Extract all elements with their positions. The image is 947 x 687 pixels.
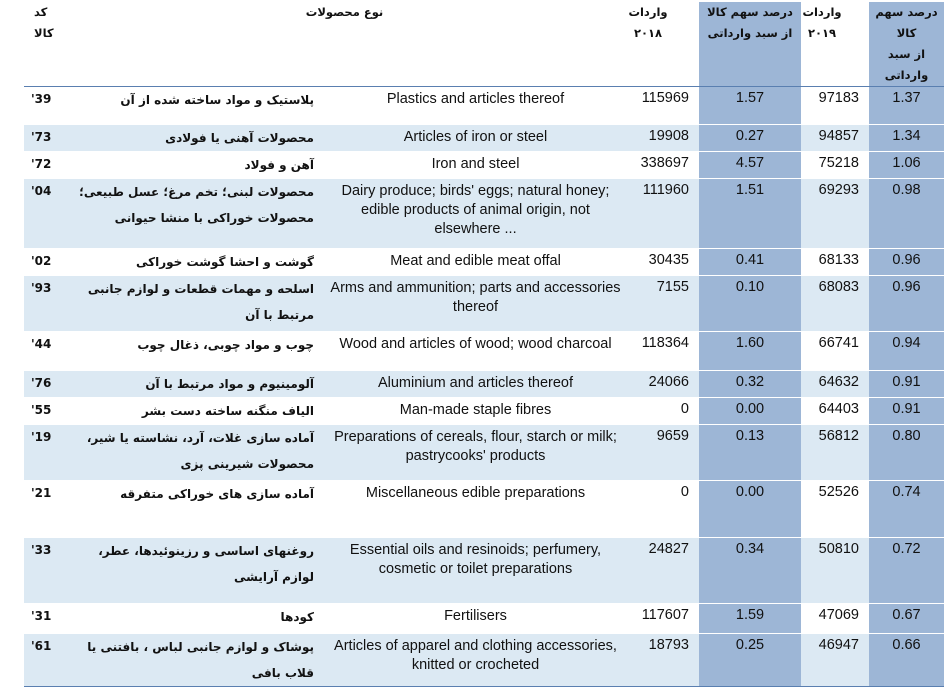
english-name-cell: Plastics and articles thereof bbox=[328, 87, 623, 125]
code-cell: '72 bbox=[24, 152, 66, 179]
persian-name-cell: محصولات لبنی؛ تخم مرغ؛ عسل طبیعی؛ محصولات خوراکی با منشا حیوانی bbox=[66, 179, 328, 249]
share-2019-cell: 1.37 bbox=[869, 87, 944, 125]
code-cell: '04 bbox=[24, 179, 66, 249]
imports-2018-cell: 19908 bbox=[623, 125, 699, 152]
product-type-header bbox=[66, 2, 623, 87]
english-name-cell: Miscellaneous edible preparations bbox=[328, 481, 623, 538]
persian-name-cell: پوشاک و لوازم جانبی لباس ، بافتنی یا قلاب بافی bbox=[66, 634, 328, 687]
english-name-cell: Preparations of cereals, flour, starch or milk; pastrycooks' products bbox=[328, 425, 623, 481]
table-row bbox=[24, 604, 944, 634]
table-row bbox=[24, 538, 944, 604]
imports-2018-line2: ۲۰۱۸ bbox=[633, 26, 663, 40]
share-2018-cell: 0.25 bbox=[699, 634, 801, 687]
persian-name-cell: گوشت و احشا گوشت خوراکی bbox=[66, 249, 328, 276]
imports-2019-cell: 68083 bbox=[801, 276, 869, 332]
english-name-cell: Wood and articles of wood; wood charcoal bbox=[328, 332, 623, 371]
imports-2019-cell: 46947 bbox=[801, 634, 869, 687]
persian-name-cell: آلومینیوم و مواد مرتبط با آن bbox=[66, 371, 328, 398]
share-2019-cell: 0.67 bbox=[869, 604, 944, 634]
table-row bbox=[24, 634, 944, 687]
persian-name-cell: آماده سازی غلات، آرد، نشاسته یا شیر، محصولات شیرینی پزی bbox=[66, 425, 328, 481]
table-body bbox=[24, 87, 944, 687]
persian-name-cell: چوب و مواد چوبی، ذغال چوب bbox=[66, 332, 328, 371]
english-name-cell: Arms and ammunition; parts and accessories thereof bbox=[328, 276, 623, 332]
imports-2018-cell: 7155 bbox=[623, 276, 699, 332]
imports-2019-header bbox=[801, 2, 869, 87]
table-row bbox=[24, 179, 944, 249]
code-cell: '31 bbox=[24, 604, 66, 634]
header-row bbox=[24, 2, 944, 87]
imports-2018-cell: 30435 bbox=[623, 249, 699, 276]
share-2018-cell: 0.00 bbox=[699, 481, 801, 538]
imports-2018-cell: 18793 bbox=[623, 634, 699, 687]
code-cell: '61 bbox=[24, 634, 66, 687]
imports-2019-cell: 68133 bbox=[801, 249, 869, 276]
imports-2019-cell: 69293 bbox=[801, 179, 869, 249]
imports-2019-cell: 75218 bbox=[801, 152, 869, 179]
imports-2019-cell: 94857 bbox=[801, 125, 869, 152]
share-2018-line2: از سبد وارداتی bbox=[707, 26, 793, 40]
english-name-cell: Fertilisers bbox=[328, 604, 623, 634]
table-row bbox=[24, 332, 944, 371]
share-2019-cell: 0.98 bbox=[869, 179, 944, 249]
share-2018-cell: 1.59 bbox=[699, 604, 801, 634]
share-2018-cell: 0.27 bbox=[699, 125, 801, 152]
persian-name-cell: روغنهای اساسی و رزینوئیدها، عطر، لوازم آرایشی bbox=[66, 538, 328, 604]
english-name-cell: Articles of iron or steel bbox=[328, 125, 623, 152]
persian-name-cell: محصولات آهنی یا فولادی bbox=[66, 125, 328, 152]
table-row bbox=[24, 481, 944, 538]
imports-2018-cell: 0 bbox=[623, 481, 699, 538]
imports-2018-cell: 118364 bbox=[623, 332, 699, 371]
persian-name-cell: الیاف منگنه ساخته دست بشر bbox=[66, 398, 328, 425]
imports-2018-cell: 117607 bbox=[623, 604, 699, 634]
english-name-cell: Aluminium and articles thereof bbox=[328, 371, 623, 398]
share-2018-cell: 0.34 bbox=[699, 538, 801, 604]
imports-2019-cell: 47069 bbox=[801, 604, 869, 634]
persian-name-cell: پلاستیک و مواد ساخته شده از آن bbox=[66, 87, 328, 125]
english-name-cell: Meat and edible meat offal bbox=[328, 249, 623, 276]
english-name-cell: Iron and steel bbox=[328, 152, 623, 179]
imports-2019-cell: 64632 bbox=[801, 371, 869, 398]
share-2018-cell: 1.51 bbox=[699, 179, 801, 249]
code-cell: '33 bbox=[24, 538, 66, 604]
share-2019-cell: 0.94 bbox=[869, 332, 944, 371]
share-2019-cell: 0.74 bbox=[869, 481, 944, 538]
code-header-line2: کالا bbox=[34, 26, 54, 40]
persian-name-cell: آماده سازی های خوراکی متفرقه bbox=[66, 481, 328, 538]
persian-name-cell: آهن و فولاد bbox=[66, 152, 328, 179]
table-row bbox=[24, 276, 944, 332]
table-row bbox=[24, 125, 944, 152]
english-name-cell: Articles of apparel and clothing accessories, knitted or crocheted bbox=[328, 634, 623, 687]
english-name-cell: Dairy produce; birds' eggs; natural honey; edible products of animal origin, not elsewhere ... bbox=[328, 179, 623, 249]
code-cell: '55 bbox=[24, 398, 66, 425]
imports-2018-cell: 111960 bbox=[623, 179, 699, 249]
share-2019-line1: درصد سهم کالا bbox=[875, 5, 938, 40]
share-2019-cell: 1.34 bbox=[869, 125, 944, 152]
share-2019-line2: از سبد وارداتی bbox=[884, 47, 929, 82]
english-name-cell: Essential oils and resinoids; perfumery, cosmetic or toilet preparations bbox=[328, 538, 623, 604]
imports-2018-cell: 24066 bbox=[623, 371, 699, 398]
code-header-line1: کد bbox=[34, 5, 48, 19]
share-2018-cell: 0.13 bbox=[699, 425, 801, 481]
imports-2019-line1: واردات bbox=[802, 5, 842, 19]
share-2018-cell: 4.57 bbox=[699, 152, 801, 179]
imports-2018-cell: 9659 bbox=[623, 425, 699, 481]
persian-name-cell: کودها bbox=[66, 604, 328, 634]
share-2018-header bbox=[699, 2, 801, 87]
share-2019-cell: 1.06 bbox=[869, 152, 944, 179]
share-2018-cell: 0.00 bbox=[699, 398, 801, 425]
imports-2018-header bbox=[623, 2, 699, 87]
share-2019-cell: 0.96 bbox=[869, 249, 944, 276]
persian-name-cell: اسلحه و مهمات قطعات و لوازم جانبی مرتبط با آن bbox=[66, 276, 328, 332]
code-header bbox=[24, 2, 66, 87]
table-row bbox=[24, 152, 944, 179]
share-2018-cell: 0.32 bbox=[699, 371, 801, 398]
code-cell: '02 bbox=[24, 249, 66, 276]
imports-2018-cell: 0 bbox=[623, 398, 699, 425]
imports-2018-cell: 24827 bbox=[623, 538, 699, 604]
share-2019-cell: 0.66 bbox=[869, 634, 944, 687]
imports-2019-cell: 66741 bbox=[801, 332, 869, 371]
share-2019-cell: 0.72 bbox=[869, 538, 944, 604]
table-row bbox=[24, 87, 944, 125]
share-2018-cell: 1.60 bbox=[699, 332, 801, 371]
share-2019-cell: 0.91 bbox=[869, 371, 944, 398]
imports-2019-cell: 50810 bbox=[801, 538, 869, 604]
table-row bbox=[24, 249, 944, 276]
share-2018-cell: 0.41 bbox=[699, 249, 801, 276]
table-row bbox=[24, 398, 944, 425]
imports-2019-cell: 56812 bbox=[801, 425, 869, 481]
english-name-cell: Man-made staple fibres bbox=[328, 398, 623, 425]
share-2019-cell: 0.80 bbox=[869, 425, 944, 481]
imports-2019-cell: 97183 bbox=[801, 87, 869, 125]
share-2019-cell: 0.91 bbox=[869, 398, 944, 425]
code-cell: '19 bbox=[24, 425, 66, 481]
imports-2018-cell: 338697 bbox=[623, 152, 699, 179]
imports-2019-cell: 52526 bbox=[801, 481, 869, 538]
imports-2018-cell: 115969 bbox=[623, 87, 699, 125]
table-row bbox=[24, 425, 944, 481]
table-row bbox=[24, 371, 944, 398]
imports-2018-line1: واردات bbox=[628, 5, 668, 19]
imports-2019-cell: 64403 bbox=[801, 398, 869, 425]
share-2018-cell: 1.57 bbox=[699, 87, 801, 125]
code-cell: '93 bbox=[24, 276, 66, 332]
code-cell: '21 bbox=[24, 481, 66, 538]
share-2019-header bbox=[869, 2, 944, 87]
code-cell: '44 bbox=[24, 332, 66, 371]
imports-table bbox=[24, 2, 944, 687]
imports-2019-line2: ۲۰۱۹ bbox=[807, 26, 837, 40]
share-2019-cell: 0.96 bbox=[869, 276, 944, 332]
code-cell: '39 bbox=[24, 87, 66, 125]
share-2018-line1: درصد سهم کالا bbox=[707, 5, 793, 19]
share-2018-cell: 0.10 bbox=[699, 276, 801, 332]
code-cell: '76 bbox=[24, 371, 66, 398]
product-type-label: نوع محصولات bbox=[305, 5, 384, 19]
code-cell: '73 bbox=[24, 125, 66, 152]
